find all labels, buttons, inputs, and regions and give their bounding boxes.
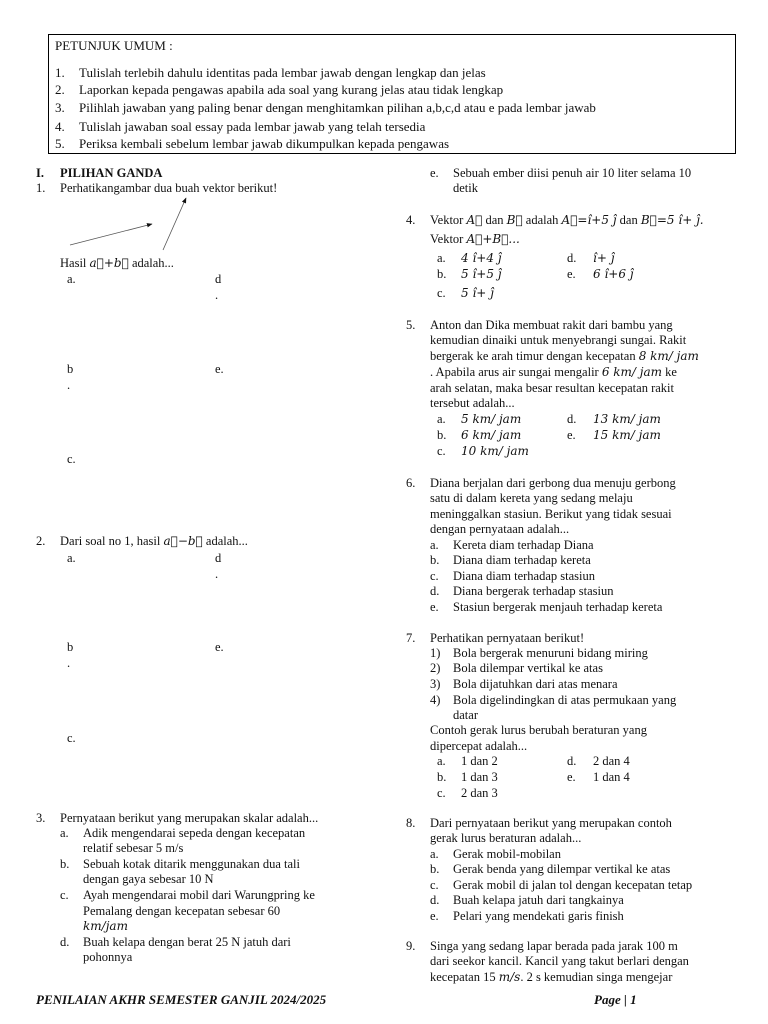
option-text: Gerak mobil di jalan tol dengan kecepatan tetap xyxy=(453,878,693,892)
option-label[interactable]: c. xyxy=(437,786,446,800)
option-e-label[interactable]: e. xyxy=(215,640,224,654)
option-c-label[interactable]: c. xyxy=(67,452,76,466)
option-label[interactable]: d. xyxy=(430,584,440,598)
question-number: 1. xyxy=(36,181,46,195)
option-text: 15 km/ jam xyxy=(593,428,661,442)
option-label[interactable]: d. xyxy=(60,935,70,949)
option-label[interactable]: e. xyxy=(430,600,439,614)
option-b-dot: . xyxy=(67,378,71,392)
option-label[interactable]: b. xyxy=(430,553,440,567)
option-b-dot: . xyxy=(67,656,71,670)
option-label[interactable]: a. xyxy=(430,538,439,552)
statement-text: Bola digelindingkan di atas permukaan yang xyxy=(453,693,677,707)
question-text: . Apabila arus air sungai mengalir 6 km/ jam ke xyxy=(430,365,677,379)
option-label[interactable]: a. xyxy=(60,826,69,840)
option-label[interactable]: b. xyxy=(437,428,447,442)
question-text: Singa yang sedang lapar berada pada jarak 100 m xyxy=(430,939,678,953)
option-a-label[interactable]: a. xyxy=(67,272,76,286)
question-text: Perhatikan pernyataan berikut! xyxy=(430,631,585,645)
option-text: 6 km/ jam xyxy=(461,428,522,442)
question-text: gerak lurus beraturan adalah... xyxy=(430,831,582,845)
option-label[interactable]: c. xyxy=(430,569,439,583)
q1-hasil-line: Hasil a⃗+b⃗ adalah... xyxy=(60,256,174,270)
section-number: I. xyxy=(36,166,44,180)
option-label[interactable]: c. xyxy=(437,444,446,458)
statement-number: 4) xyxy=(430,693,441,707)
statement-number: 1) xyxy=(430,646,441,660)
option-text: Diana diam terhadap kereta xyxy=(453,553,591,567)
question-text: Pernyataan berikut yang merupakan skalar adalah... xyxy=(60,811,319,825)
option-text: î+ ĵ xyxy=(593,251,615,265)
option-text: Buah kelapa dengan berat 25 N jatuh dari xyxy=(83,935,291,949)
question-number: 4. xyxy=(406,213,416,227)
option-label[interactable]: a. xyxy=(437,754,446,768)
option-text: Sebuah kotak ditarik menggunakan dua tali xyxy=(83,857,300,871)
option-e-label[interactable]: e. xyxy=(215,362,224,376)
option-text: Stasiun bergerak menjauh terhadap kereta xyxy=(453,600,663,614)
statement-text: Bola dijatuhkan dari atas menara xyxy=(453,677,618,691)
question-text: kecepatan 15 m/s. 2 s kemudian singa mengejar xyxy=(430,970,673,984)
option-text: 5 î+5 ĵ xyxy=(461,267,502,281)
instruction-item: 1. Tulislah terlebih dahulu identitas pada lembar jawab dengan lengkap dan jelas xyxy=(55,65,486,80)
option-text: Kereta diam terhadap Diana xyxy=(453,538,594,552)
question-text: Vektor A⃗ dan B⃗ adalah A⃗=î+5 ĵ dan B⃗=5 î+ ĵ. xyxy=(430,213,704,227)
vector-b-arrow xyxy=(163,198,186,250)
option-text: Pelari yang mendekati garis finish xyxy=(453,909,624,923)
statement-number: 2) xyxy=(430,661,441,675)
footer-title: PENILAIAN AKHR SEMESTER GANJIL 2024/2025 xyxy=(36,992,327,1007)
option-text: 5 km/ jam xyxy=(461,412,522,426)
question-number: 8. xyxy=(406,816,416,830)
page-number: Page | 1 xyxy=(594,992,637,1007)
question-text: tersebut adalah... xyxy=(430,396,515,410)
question-number: 2. xyxy=(36,534,46,548)
option-text: Ayah mengendarai mobil dari Warungpring ke xyxy=(83,888,315,902)
question-text: Contoh gerak lurus berubah beraturan yang xyxy=(430,723,647,737)
option-text: dengan gaya sebesar 10 N xyxy=(83,872,214,886)
question-number: 7. xyxy=(406,631,416,645)
question-text: dengan pernyataan adalah... xyxy=(430,522,570,536)
question-text: Vektor A⃗+B⃗... xyxy=(430,232,520,246)
option-label[interactable]: e. xyxy=(567,267,576,281)
option-label[interactable]: c. xyxy=(430,878,439,892)
option-text: Sebuah ember diisi penuh air 10 liter selama 10 xyxy=(453,166,692,180)
option-label[interactable]: a. xyxy=(430,847,439,861)
option-c-label[interactable]: c. xyxy=(67,731,76,745)
option-label[interactable]: b. xyxy=(437,267,447,281)
option-b-label[interactable]: b xyxy=(67,640,74,654)
vector-a-arrow xyxy=(70,224,152,245)
statement-number: 3) xyxy=(430,677,441,691)
q1-expression: a⃗+b⃗ xyxy=(89,256,129,270)
instruction-item: 2. Laporkan kepada pengawas apabila ada soal yang kurang jelas atau tidak lengkap xyxy=(55,82,504,97)
question-number: 5. xyxy=(406,318,416,332)
option-label[interactable]: c. xyxy=(60,888,69,902)
vector-figure xyxy=(60,190,200,260)
option-text: Gerak mobil-mobilan xyxy=(453,847,561,861)
option-d-dot: . xyxy=(215,288,219,302)
option-text: 4 î+4 ĵ xyxy=(461,251,502,265)
option-text: detik xyxy=(453,181,478,195)
option-text: 2 dan 4 xyxy=(593,754,630,768)
question-number: 9. xyxy=(406,939,416,953)
option-label[interactable]: b. xyxy=(437,770,447,784)
instruction-item: 4. Tulislah jawaban soal essay pada lembar jawab yang telah tersedia xyxy=(55,119,426,134)
option-label[interactable]: d. xyxy=(567,251,577,265)
option-label[interactable]: a. xyxy=(437,412,446,426)
option-text: 1 dan 2 xyxy=(461,754,498,768)
question-text: Anton dan Dika membuat rakit dari bambu yang xyxy=(430,318,673,332)
option-label[interactable]: e. xyxy=(567,770,576,784)
option-text: relatif sebesar 5 m/s xyxy=(83,841,184,855)
instruction-item: 3. Pilihlah jawaban yang paling benar dengan menghitamkan pilihan a,b,c,d atau e pada lembar jawab xyxy=(55,100,596,115)
option-label[interactable]: e. xyxy=(430,166,439,180)
option-b-label[interactable]: b xyxy=(67,362,74,376)
question-text: Dari soal no 1, hasil a⃗−b⃗ adalah... xyxy=(60,534,248,548)
question-text: Dari pernyataan berikut yang merupakan contoh xyxy=(430,816,672,830)
statement-text: Bola bergerak menuruni bidang miring xyxy=(453,646,648,660)
statement-text: datar xyxy=(453,708,478,722)
option-text: pohonnya xyxy=(83,950,133,964)
question-text: Perhatikangambar dua buah vektor berikut! xyxy=(60,181,278,195)
statement-text: Bola dilempar vertikal ke atas xyxy=(453,661,603,675)
option-text: 5 î+ ĵ xyxy=(461,286,494,300)
option-d-label[interactable]: d xyxy=(215,272,222,286)
option-text: 13 km/ jam xyxy=(593,412,661,426)
option-label[interactable]: e. xyxy=(430,909,439,923)
option-text: Diana bergerak terhadap stasiun xyxy=(453,584,614,598)
option-text: Gerak benda yang dilempar vertikal ke atas xyxy=(453,862,671,876)
option-label[interactable]: b. xyxy=(430,862,440,876)
question-text: kemudian dinaiki untuk menyebrangi sungai. Rakit xyxy=(430,333,687,347)
question-text: dari seekor kancil. Kancil yang takut berlari dengan xyxy=(430,954,689,968)
instructions-box xyxy=(48,34,736,154)
option-text: 1 dan 3 xyxy=(461,770,498,784)
option-text: 6 î+6 ĵ xyxy=(593,267,634,281)
option-text: 1 dan 4 xyxy=(593,770,630,784)
instruction-item: 5. Periksa kembali sebelum lembar jawab dikumpulkan kepada pengawas xyxy=(55,136,450,151)
question-number: 6. xyxy=(406,476,416,490)
option-label[interactable]: b. xyxy=(60,857,70,871)
question-text: arah selatan, maka besar resultan kecepatan rakit xyxy=(430,381,674,395)
question-text: satu di dalam kereta yang sedang melaju xyxy=(430,491,633,505)
option-text: Buah kelapa jatuh dari tangkainya xyxy=(453,893,624,907)
question-text: bergerak ke arah timur dengan kecepatan 8 km/ jam xyxy=(430,349,699,363)
instructions-title: PETUNJUK UMUM : xyxy=(55,38,173,53)
option-label[interactable]: e. xyxy=(567,428,576,442)
q2-expression: a⃗−b⃗ xyxy=(163,534,203,548)
option-label[interactable]: a. xyxy=(437,251,446,265)
question-number: 3. xyxy=(36,811,46,825)
option-d-label[interactable]: d xyxy=(215,551,222,565)
option-text: 10 km/ jam xyxy=(461,444,529,458)
option-text: km/jam xyxy=(83,919,128,933)
option-text: Diana diam terhadap stasiun xyxy=(453,569,595,583)
option-text: Pemalang dengan kecepatan sebesar 60 xyxy=(83,904,281,918)
option-label[interactable]: c. xyxy=(437,286,446,300)
question-text: dipercepat adalah... xyxy=(430,739,528,753)
option-a-label[interactable]: a. xyxy=(67,551,76,565)
option-text: 2 dan 3 xyxy=(461,786,498,800)
question-text: Diana berjalan dari gerbong dua menuju gerbong xyxy=(430,476,676,490)
section-title: PILIHAN GANDA xyxy=(60,166,163,180)
question-text: meninggalkan stasiun. Berikut yang tidak sesuai xyxy=(430,507,672,521)
option-label[interactable]: d. xyxy=(567,412,577,426)
option-text: Adik mengendarai sepeda dengan kecepatan xyxy=(83,826,306,840)
option-d-dot: . xyxy=(215,567,219,581)
option-label[interactable]: d. xyxy=(430,893,440,907)
option-label[interactable]: d. xyxy=(567,754,577,768)
